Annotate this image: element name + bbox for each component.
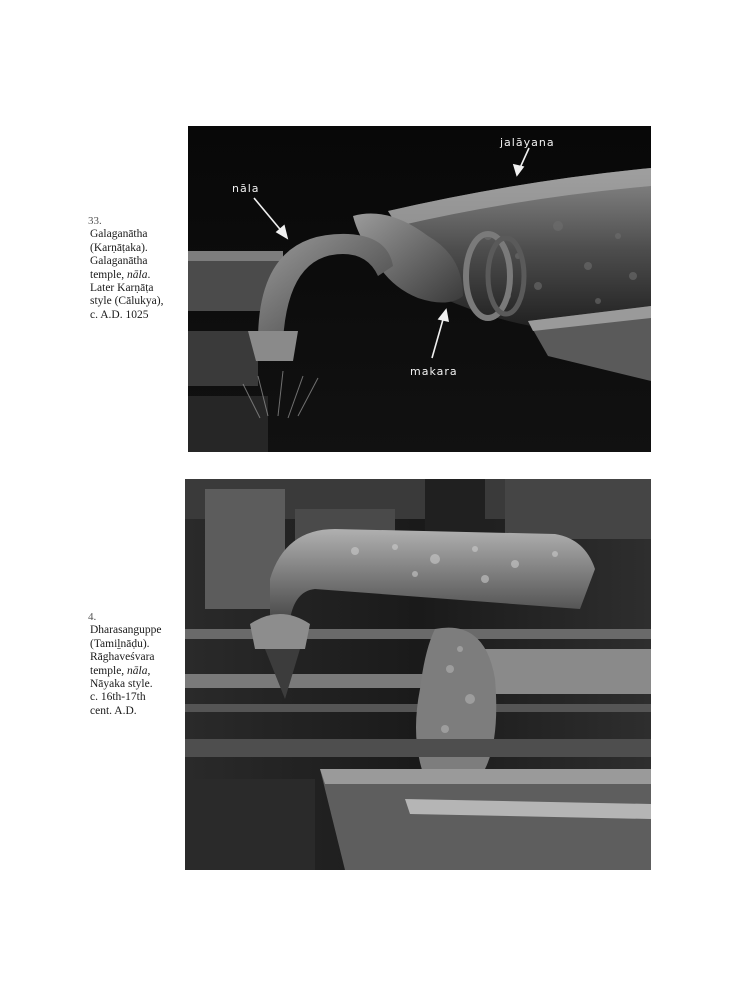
caption-line: c. 16th-17th	[90, 691, 146, 704]
caption-line: temple, nāla,	[90, 664, 151, 677]
caption-line: Later Karṇāṭa	[90, 282, 154, 295]
figure-number: 33.	[88, 215, 102, 227]
caption-line: c. A.D. 1025	[90, 308, 149, 321]
caption-line: Rāghaveśvara	[90, 651, 155, 664]
label-makara: makara	[410, 365, 458, 378]
caption-line: style (Cālukya),	[90, 295, 164, 308]
figure-number: 4.	[88, 611, 97, 623]
label-jalayana: jalāyana	[500, 136, 555, 149]
caption-line: Galaganātha	[90, 255, 148, 268]
photo-dharasanguppe-image	[185, 479, 651, 870]
photo-galaganatha-nala	[188, 126, 651, 452]
caption-line: temple, nāla.	[90, 268, 151, 281]
caption-dharasanguppe	[90, 611, 162, 718]
caption-line: (Tamiḻnāḍu).	[90, 637, 150, 650]
photo-dharasanguppe-nala	[185, 479, 651, 870]
caption-line: Nāyaka style.	[90, 678, 153, 691]
caption-line: Galaganātha	[90, 228, 148, 241]
caption-line: (Karṇāṭaka).	[90, 241, 148, 254]
caption-term-italic: nāla	[127, 664, 148, 677]
photo-galaganatha-image	[188, 126, 651, 452]
label-nala: nāla	[232, 182, 260, 195]
caption-term-italic: nāla	[127, 268, 148, 281]
caption-galaganatha	[90, 215, 163, 322]
caption-line: cent. A.D.	[90, 704, 137, 717]
caption-line: Dharasanguppe	[90, 624, 162, 637]
